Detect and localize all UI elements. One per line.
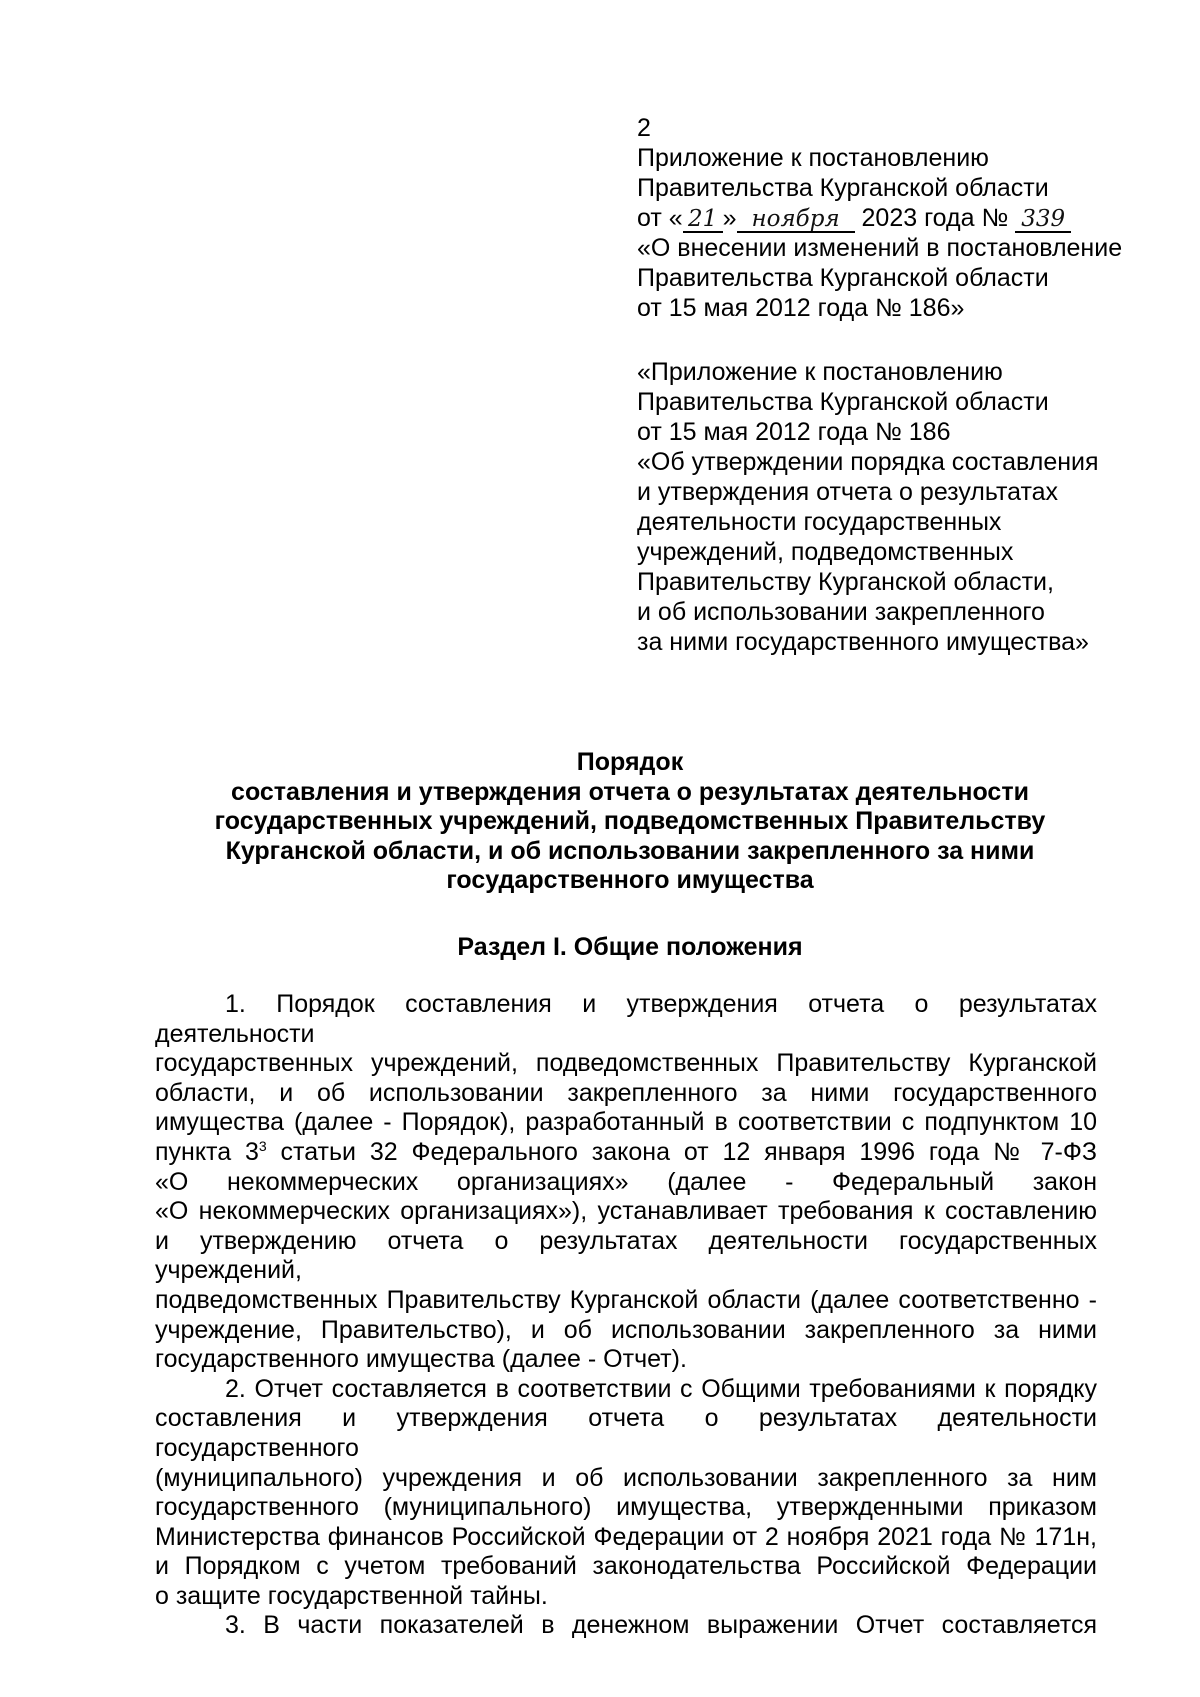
paragraph-line: государственных учреждений, подведомственных Правительству Курганской: [155, 1049, 1097, 1078]
appendix-quote-line: и об использовании закрепленного: [637, 598, 1045, 626]
paragraph-line: и Порядком с учетом требований законодательства Российской Федерации: [155, 1552, 1097, 1581]
title-line: государственных учреждений, подведомственных Правительству: [214, 807, 1046, 835]
paragraph-line: имущества (далее - Порядок), разработанный в соответствии с подпунктом 10: [155, 1108, 1097, 1137]
appendix-quote-line: от 15 мая 2012 года № 186: [637, 418, 951, 446]
appendix-line: «О внесении изменений в постановление: [637, 234, 1123, 262]
page-number: 2: [637, 114, 651, 142]
document-title: [150, 748, 1110, 896]
paragraph-line: и утверждению отчета о результатах деятельности государственных учреждений,: [155, 1226, 1097, 1285]
paragraph-line: составления и утверждения отчета о результатах деятельности государственного: [155, 1404, 1097, 1462]
paragraph-line: 1. Порядок составления и утверждения отчета о результатах деятельности: [155, 990, 1097, 1048]
paragraph-line: «О некоммерческих организациях» (далее - Федеральный закон: [155, 1167, 1097, 1196]
paragraph-line: 3. В части показателей в денежном выражении Отчет составляется: [225, 1611, 1097, 1640]
appendix-quote-line: деятельности государственных: [637, 508, 1002, 536]
appendix-quote-line: учреждений, подведомственных: [637, 538, 1014, 566]
section-heading: Раздел I. Общие положения: [457, 933, 803, 961]
paragraph-line: (муниципального) учреждения и об использовании закрепленного за ним: [155, 1463, 1097, 1492]
paragraph-line: 2. Отчет составляется в соответствии с Общими требованиями к порядку: [225, 1374, 1097, 1403]
appendix-date-line: [637, 203, 1122, 233]
appendix-quote-line: Правительства Курганской области: [637, 388, 1049, 416]
appendix-quote: [637, 357, 1099, 657]
paragraph-text: статьи 32 Федерального закона от 12 января 1996 года № 7-ФЗ: [266, 1137, 1097, 1166]
appendix-line: Правительства Курганской области: [637, 264, 1049, 292]
paragraph-line: подведомственных Правительству Курганской области (далее соответственно -: [155, 1285, 1097, 1314]
handwritten-day: 21: [683, 207, 723, 233]
paragraph-line: [155, 1138, 1097, 1168]
handwritten-number: 339: [1015, 207, 1071, 233]
appendix-line: Приложение к постановлению: [637, 144, 989, 172]
handwritten-month: ноября: [737, 207, 855, 233]
title-line: составления и утверждения отчета о результатах деятельности: [231, 777, 1029, 806]
appendix-quote-line: «Приложение к постановлению: [637, 358, 1003, 386]
appendix-quote-line: Правительству Курганской области,: [637, 568, 1054, 596]
paragraph-line: учреждение, Правительство), и об использовании закрепленного за ними: [155, 1315, 1097, 1344]
title-line: Порядок: [576, 748, 684, 776]
title-line: Курганской области, и об использовании закрепленного за ними: [225, 836, 1035, 865]
date-mid: »: [722, 204, 737, 232]
date-prefix: от «: [637, 204, 683, 232]
appendix-quote-line: за ними государственного имущества»: [637, 628, 1089, 656]
appendix-quote-line: и утверждения отчета о результатах: [637, 478, 1059, 506]
paragraph-line: области, и об использовании закрепленного за ними государственного: [155, 1078, 1097, 1107]
document-body: [155, 990, 1097, 1641]
paragraph-text: пункта 3: [155, 1137, 259, 1166]
appendix-line: Правительства Курганской области: [637, 174, 1049, 202]
paragraph-line: Министерства финансов Российской Федерации от 2 ноября 2021 года № 171н,: [155, 1522, 1097, 1551]
paragraph-line: государственного имущества (далее - Отчет).: [155, 1345, 687, 1374]
paragraph-line: «О некоммерческих организациях»), устанавливает требования к составлению: [155, 1197, 1097, 1226]
superscript: 3: [258, 1137, 267, 1154]
appendix-line: от 15 мая 2012 года № 186»: [637, 294, 965, 322]
paragraph-line: о защите государственной тайны.: [155, 1581, 548, 1610]
title-line: государственного имущества: [446, 866, 814, 894]
appendix-quote-line: «Об утверждении порядка составления: [637, 448, 1099, 476]
paragraph-line: государственного (муниципального) имущества, утвержденными приказом: [155, 1493, 1097, 1522]
date-year: 2023 года №: [861, 204, 1009, 232]
appendix-header: [637, 143, 1122, 323]
